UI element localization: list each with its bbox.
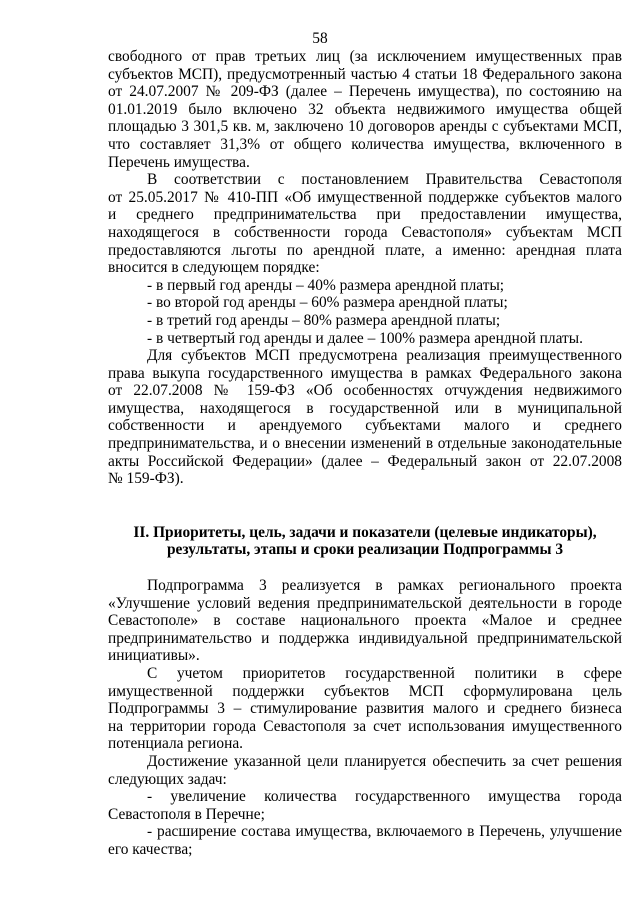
- text-line: на территории города Севастополя за счет использования имущественного: [108, 717, 622, 735]
- text-line: права выкупа государственного имущества в рамках Федерального закона: [108, 364, 622, 382]
- text-line: предпринимательство и поддержка индивидуальной предпринимательской: [108, 629, 622, 647]
- text-line: Для субъектов МСП предусмотрена реализация преимущественного: [147, 347, 622, 365]
- blank-line: [108, 559, 622, 577]
- text-line: свободного от прав третьих лиц (за исключением имущественных прав: [108, 48, 622, 65]
- text-line: В соответствии с постановлением Правительства Севастополя: [147, 171, 622, 189]
- text-line: - расширение состава имущества, включаемого в Перечень, улучшение: [147, 823, 622, 841]
- text-line: следующих задач:: [108, 770, 227, 788]
- text-line: от 24.07.2007 № 209-ФЗ (далее – Перечень имущества), по состоянию на: [108, 83, 622, 101]
- text-line: Перечень имущества.: [108, 153, 250, 171]
- blank-line: [108, 488, 622, 506]
- text-line: от 25.05.2017 № 410-ПП «Об имущественной поддержке субъектов малого: [108, 188, 622, 206]
- text-line: - во второй год аренды – 60% размера арендной платы;: [147, 294, 508, 312]
- section-heading-line: результаты, этапы и сроки реализации Подпрограммы 3: [166, 541, 564, 559]
- text-line: инициативы».: [108, 647, 200, 665]
- page-number: 58: [312, 30, 328, 47]
- body-text: [108, 48, 622, 859]
- text-line: находящегося в собственности города Севастополя» субъектам МСП: [108, 223, 622, 241]
- text-line: что составляет 31,3% от общего количества имущества, включенного в: [108, 135, 622, 153]
- text-line: субъектов МСП), предусмотренный частью 4 статьи 18 Федерального закона: [108, 65, 622, 83]
- text-line: собственности и арендуемого субъектами малого и среднего: [108, 417, 622, 435]
- text-line: Подпрограмма 3 реализуется в рамках регионального проекта: [147, 577, 622, 595]
- text-line: - в первый год аренды – 40% размера арендной платы;: [147, 276, 505, 294]
- text-line: - в третий год аренды – 80% размера арендной платы;: [147, 311, 501, 329]
- text-line: Подпрограммы 3 – стимулирование развития малого и среднего бизнеса: [108, 700, 622, 718]
- text-line: № 159-ФЗ).: [108, 470, 184, 488]
- text-line: потенциала региона.: [108, 735, 244, 753]
- text-line: Севастополя в Перечне;: [108, 805, 265, 823]
- text-line: вносится в следующем порядке:: [108, 259, 320, 277]
- text-line: - увеличение количества государственного имущества города: [147, 788, 622, 806]
- text-line: предпринимательства, и о внесении изменений в отдельные законодательные: [108, 435, 622, 453]
- text-line: С учетом приоритетов государственной политики в сфере: [147, 665, 622, 682]
- text-line: от 22.07.2008 № 159-ФЗ «Об особенностях отчуждения недвижимого: [108, 382, 622, 400]
- text-line: акты Российской Федерации» (далее – Федеральный закон от 22.07.2008: [108, 452, 622, 470]
- text-line: и среднего предпринимательства при предоставлении имущества,: [108, 206, 622, 224]
- text-line: Севастополе» в составе национального проекта «Малое и среднее: [108, 612, 622, 630]
- blank-line: [108, 506, 622, 524]
- text-line: Достижение указанной цели планируется обеспечить за счет решения: [147, 752, 622, 770]
- text-line: предоставляются льготы по арендной плате, а именно: арендная плата: [108, 241, 622, 259]
- text-line: имущества, находящегося в государственной или в муниципальной: [108, 399, 622, 417]
- text-line: его качества;: [108, 840, 193, 858]
- text-line: имущественной поддержки субъектов МСП сформулирована цель: [108, 682, 622, 700]
- text-line: «Улучшение условий ведения предпринимательской деятельности в городе: [108, 594, 622, 612]
- text-line: - в четвертый год аренды и далее – 100% размера арендной платы.: [147, 329, 583, 347]
- text-line: площадью 3 301,5 кв. м, заключено 10 договоров аренды с субъектами МСП,: [108, 118, 622, 136]
- section-heading-line: II. Приоритеты, цель, задачи и показатели (целевые индикаторы),: [133, 523, 597, 541]
- text-line: 01.01.2019 было включено 32 объекта недвижимого имущества общей: [108, 100, 622, 118]
